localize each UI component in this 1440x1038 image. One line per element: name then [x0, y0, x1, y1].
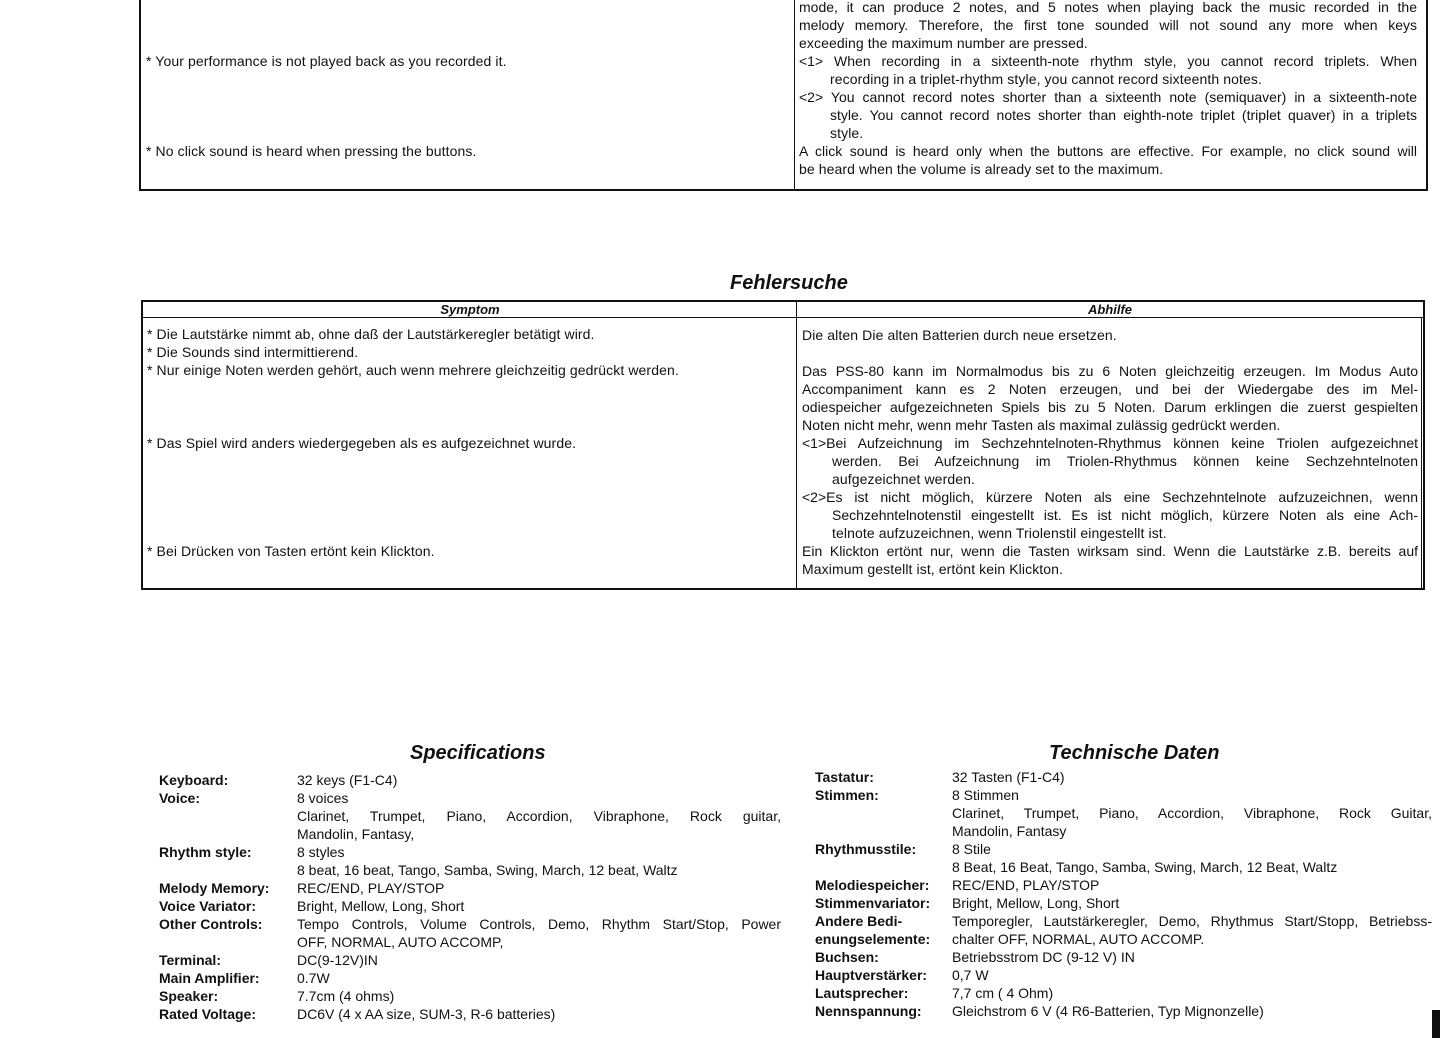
column-divider: [796, 302, 797, 588]
page-edge-mark: [1432, 1010, 1440, 1038]
spec-label: Lautsprecher:: [815, 985, 909, 1001]
remedy-line: aufgezeichnet werden.: [832, 471, 975, 487]
remedy-line: Accompaniment kann es 2 Noten erzeugen, und bei der Wiedergabe des im Mel-: [802, 381, 1418, 397]
symptom-line: * Bei Drücken von Tasten ertönt kein Klickton.: [147, 543, 435, 559]
remedy-line: odiespeicher aufgezeichneten Spiels bis zu 5 Noten. Darum erklingen die zuerst gespielten: [802, 399, 1418, 415]
specifications-title: Specifications: [410, 742, 546, 764]
spec-value: 8 Stile: [952, 841, 991, 857]
remedy-line: <1>Bei Aufzeichnung im Sechzehntelnoten-Rhythmus können keine Triolen aufgezeichnet: [802, 435, 1418, 451]
spec-value: DC(9-12V)IN: [297, 952, 378, 968]
spec-label: enungselemente:: [815, 931, 931, 947]
spec-label: Hauptverstärker:: [815, 967, 928, 983]
spec-value: 8 beat, 16 beat, Tango, Samba, Swing, March, 12 beat, Waltz: [297, 862, 678, 878]
spec-value: 7,7 cm ( 4 Ohm): [952, 985, 1054, 1001]
symptom-line: * Nur einige Noten werden gehört, auch wenn mehrere gleichzeitig gedrückt werden.: [147, 362, 679, 378]
spec-value: 32 keys (F1-C4): [297, 772, 398, 788]
spec-value: 8 voices: [297, 790, 349, 806]
spec-value: Betriebsstrom DC (9-12 V) IN: [952, 949, 1135, 965]
spec-label: Rhythmusstile:: [815, 841, 917, 857]
spec-label: Stimmen:: [815, 787, 879, 803]
remedy-line: <2> You cannot record notes shorter than a sixteenth note (semiquaver) in a sixteenth-note: [799, 89, 1417, 105]
spec-value: REC/END, PLAY/STOP: [297, 880, 445, 896]
spec-label: Buchsen:: [815, 949, 879, 965]
spec-label: Rhythm style:: [159, 844, 252, 860]
column-divider: [794, 0, 795, 189]
spec-label: Speaker:: [159, 988, 219, 1004]
remedy-line: telnote aufzuzeichnen, wenn Triolenstil eingestellt ist.: [832, 525, 1167, 541]
spec-label: Keyboard:: [159, 772, 229, 788]
spec-value: 8 Stimmen: [952, 787, 1019, 803]
spec-value: Gleichstrom 6 V (4 R6-Batterien, Typ Mignonzelle): [952, 1003, 1264, 1019]
spec-label: Main Amplifier:: [159, 970, 260, 986]
spec-value: chalter OFF, NORMAL, AUTO ACCOMP.: [952, 931, 1205, 947]
spec-value: Clarinet, Trumpet, Piano, Accordion, Vibraphone, Rock Guitar,: [952, 805, 1432, 821]
remedy-line: style. You cannot record notes shorter than eighth-note triplet (triplet quaver) in a triplets: [830, 107, 1417, 123]
remedy-line: Das PSS-80 kann im Normalmodus bis zu 6 Noten gleichzeitig erzeugen. Im Modus Auto: [802, 363, 1418, 379]
spec-label: Melody Memory:: [159, 880, 270, 896]
remedy-line: Sechzehntelnotenstil eingestellt ist. Es ist nicht möglich, kürzere Noten als eine Ach-: [832, 507, 1418, 523]
remedy-line: A click sound is heard only when the buttons are effective. For example, no click sound will: [799, 143, 1417, 159]
spec-value: 0,7 W: [952, 967, 989, 983]
column-header-remedy: Abhilfe: [797, 302, 1423, 318]
spec-label: Tastatur:: [815, 769, 874, 785]
remedy-line: style.: [830, 125, 864, 141]
remedy-line: mode, it can produce 2 notes, and 5 notes when playing back the music recorded in the: [799, 0, 1417, 15]
remedy-line: <1> When recording in a sixteenth-note rhythm style, you cannot record triplets. When: [799, 53, 1417, 69]
column-header-symptom: Symptom: [143, 302, 797, 318]
remedy-line: Ein Klickton ertönt nur, wenn die Tasten wirksam sind. Wenn die Lautstärke z.B. bereits auf: [802, 543, 1418, 559]
spec-value: Bright, Mellow, Long, Short: [297, 898, 465, 914]
spec-value: 7.7cm (4 ohms): [297, 988, 395, 1004]
spec-label: Rated Voltage:: [159, 1006, 256, 1022]
remedy-line: be heard when the volume is already set to the maximum.: [799, 161, 1164, 177]
spec-label: Voice:: [159, 790, 200, 806]
symptom-no-click: * No click sound is heard when pressing the buttons.: [146, 143, 477, 159]
spec-value: 8 Beat, 16 Beat, Tango, Samba, Swing, March, 12 Beat, Waltz: [952, 859, 1338, 875]
spec-value: Clarinet, Trumpet, Piano, Accordion, Vibraphone, Rock guitar,: [297, 808, 781, 824]
spec-label: Melodiespeicher:: [815, 877, 930, 893]
symptom-performance: * Your performance is not played back as you recorded it.: [146, 53, 507, 69]
remedy-line: recording in a triplet-rhythm style, you cannot record sixteenth notes.: [830, 71, 1262, 87]
spec-value: 32 Tasten (F1-C4): [952, 769, 1065, 785]
spec-value: Mandolin, Fantasy,: [297, 826, 415, 842]
spec-label: Other Controls:: [159, 916, 263, 932]
remedy-line: <2>Es ist nicht möglich, kürzere Noten als eine Sechzehntelnote aufzuzeichnen, wenn: [802, 489, 1418, 505]
spec-value: Mandolin, Fantasy: [952, 823, 1067, 839]
spec-value: Tempo Controls, Volume Controls, Demo, Rhythm Start/Stop, Power: [297, 916, 781, 932]
symptom-line: * Das Spiel wird anders wiedergegeben als es aufgezeichnet wurde.: [147, 435, 577, 451]
english-troubleshooting-table: [139, 0, 1428, 191]
spec-value: Bright, Mellow, Long, Short: [952, 895, 1120, 911]
spec-value: REC/END, PLAY/STOP: [952, 877, 1100, 893]
symptom-line: * Die Sounds sind intermittierend.: [147, 344, 359, 360]
spec-value: Temporegler, Lautstärkeregler, Demo, Rhythmus Start/Stopp, Betriebss-: [952, 913, 1432, 929]
spec-label: Voice Variator:: [159, 898, 257, 914]
spec-label: Andere Bedi-: [815, 913, 903, 929]
spec-value: DC6V (4 x AA size, SUM-3, R-6 batteries): [297, 1006, 556, 1022]
symptom-line: * Die Lautstärke nimmt ab, ohne daß der Lautstärkeregler betätigt wird.: [147, 326, 595, 342]
spec-value: 8 styles: [297, 844, 345, 860]
technische-daten-title: Technische Daten: [1049, 742, 1220, 764]
remedy-line: Maximum gestellt ist, ertönt kein Klickton.: [802, 561, 1064, 577]
german-troubleshooting-table: [141, 300, 1425, 590]
remedy-line: exceeding the maximum number are pressed.: [799, 35, 1088, 51]
remedy-line: Die alten Die alten Batterien durch neue ersetzen.: [802, 327, 1117, 343]
spec-value: 0.7W: [297, 970, 330, 986]
spec-label: Nennspannung:: [815, 1003, 922, 1019]
remedy-line: werden. Bei Aufzeichnung im Triolen-Rhythmus können keine Sechzehntelnoten: [832, 453, 1418, 469]
spec-value: OFF, NORMAL, AUTO ACCOMP,: [297, 934, 504, 950]
fehlersuche-title: Fehlersuche: [730, 272, 848, 294]
remedy-line: melody memory. Therefore, the first tone sounded will not sound any more when keys: [799, 17, 1417, 33]
remedy-line: Noten nicht mehr, wenn mehr Tasten als maximal zulässig gedrückt werden.: [802, 417, 1281, 433]
spec-label: Terminal:: [159, 952, 221, 968]
right-inner-border: [1421, 318, 1422, 588]
spec-label: Stimmenvariator:: [815, 895, 931, 911]
